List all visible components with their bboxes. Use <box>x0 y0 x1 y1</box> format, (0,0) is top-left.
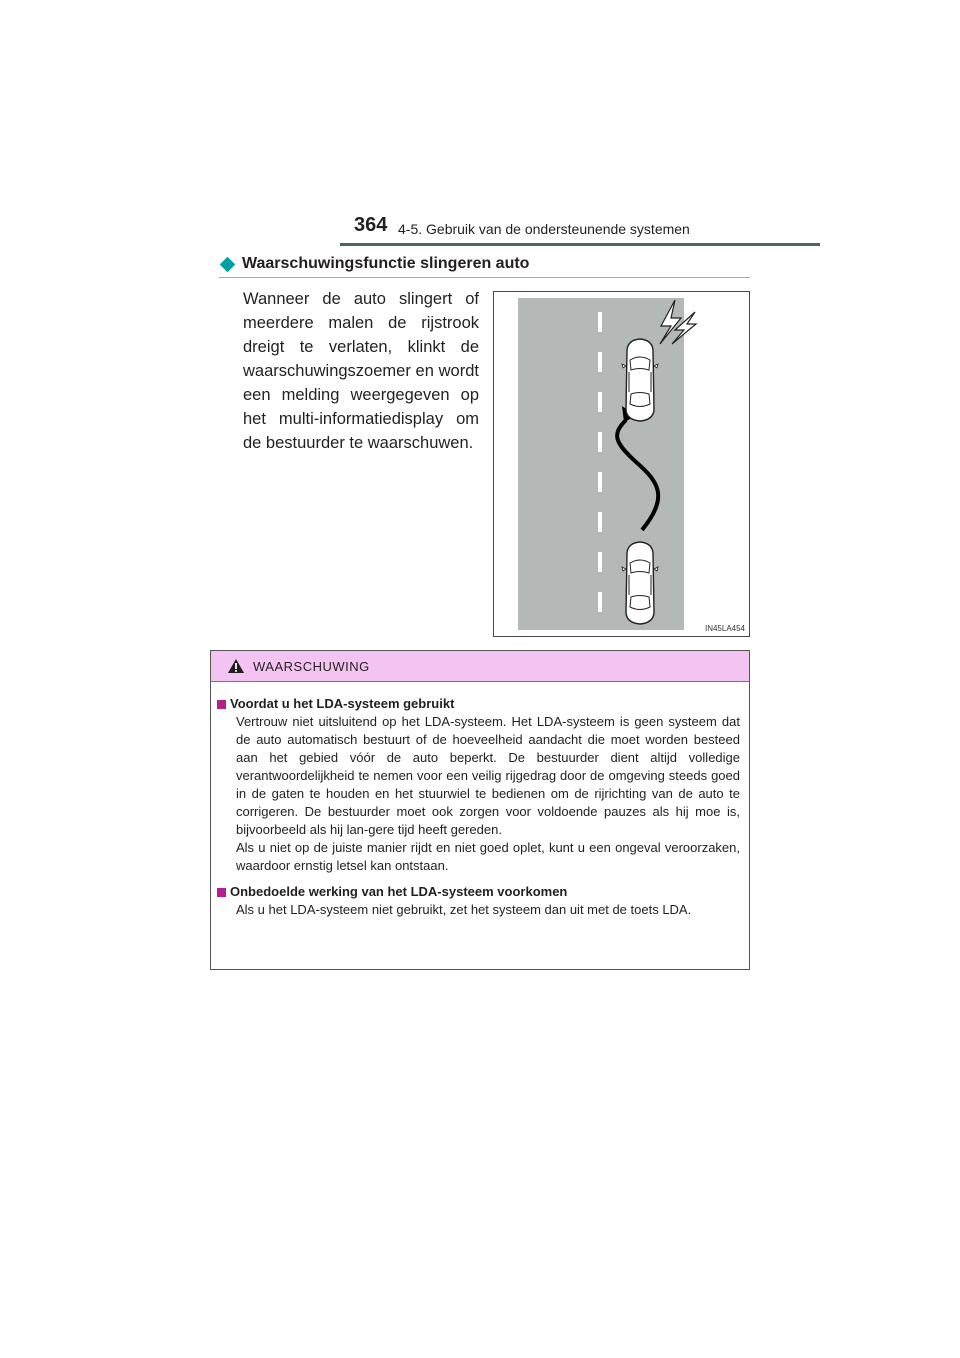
intro-paragraph: Wanneer de auto slingert of meerdere malen de rijstrook dreigt te verlaten, klinkt de waarschuwingszoemer en wordt een melding weergegeven op het multi-informatiedisplay om de bestuurder te waarschuwen. <box>243 290 479 452</box>
diamond-bullet-icon <box>220 256 236 272</box>
car-icon <box>622 542 658 624</box>
warning-header <box>211 651 749 682</box>
warning-item-title <box>217 883 740 901</box>
warning-item-title <box>217 695 740 713</box>
square-bullet-icon <box>217 700 226 709</box>
warning-title: WAARSCHUWING <box>253 658 370 674</box>
warning-body <box>211 682 749 919</box>
road-surface <box>514 298 688 630</box>
lane-sway-illustration <box>493 291 750 637</box>
section-rule <box>219 277 750 278</box>
warning-item-title-text: Onbedoelde werking van het LDA-systeem voorkomen <box>230 884 568 899</box>
warning-item-title-text: Voordat u het LDA-systeem gebruikt <box>230 696 455 711</box>
road-diagram <box>494 292 749 636</box>
section-heading <box>219 255 529 273</box>
warning-item-text <box>236 901 740 919</box>
header-rule <box>340 243 820 246</box>
warning-paragraph: Als u niet op de juiste manier rijdt en niet goed oplet, kunt u een ongeval veroorzaken, waardoor ernstig letsel kan ontstaan. <box>236 840 740 873</box>
warning-item-text <box>236 713 740 875</box>
warning-paragraph: Als u het LDA-systeem niet gebruikt, zet het systeem dan uit met de toets LDA. <box>236 902 692 917</box>
section-title: Waarschuwingsfunctie slingeren auto <box>242 255 530 272</box>
car-icon <box>622 339 658 421</box>
figure-code: IN45LA454 <box>704 624 745 633</box>
warning-triangle-icon <box>227 658 245 674</box>
warning-box <box>210 650 750 970</box>
chapter-title: 4-5. Gebruik van de ondersteunende systemen <box>398 221 690 237</box>
page-number: 364 <box>354 214 388 236</box>
square-bullet-icon <box>217 888 226 897</box>
right-lane-line <box>684 298 688 630</box>
left-lane-line <box>514 298 518 630</box>
warning-paragraph: Vertrouw niet uitsluitend op het LDA-systeem. Het LDA-systeem is geen systeem dat de auto automatisch bestuurt of de hoeveelheid aandacht die moet worden besteed aan het gebied vóór de auto beperkt. De bestuurder dient altijd volledige verantwoordelijkheid te nemen voor een veilig rijgedrag door de omgeving steeds goed in de gaten te houden en het stuurwiel te bedienen om de rijrichting van de auto te corrigeren. De bestuurder moet ook zorgen voor voldoende pauzes als hij moe is, bijvoorbeeld als hij lan-gere tijd heeft gereden. <box>236 714 740 837</box>
